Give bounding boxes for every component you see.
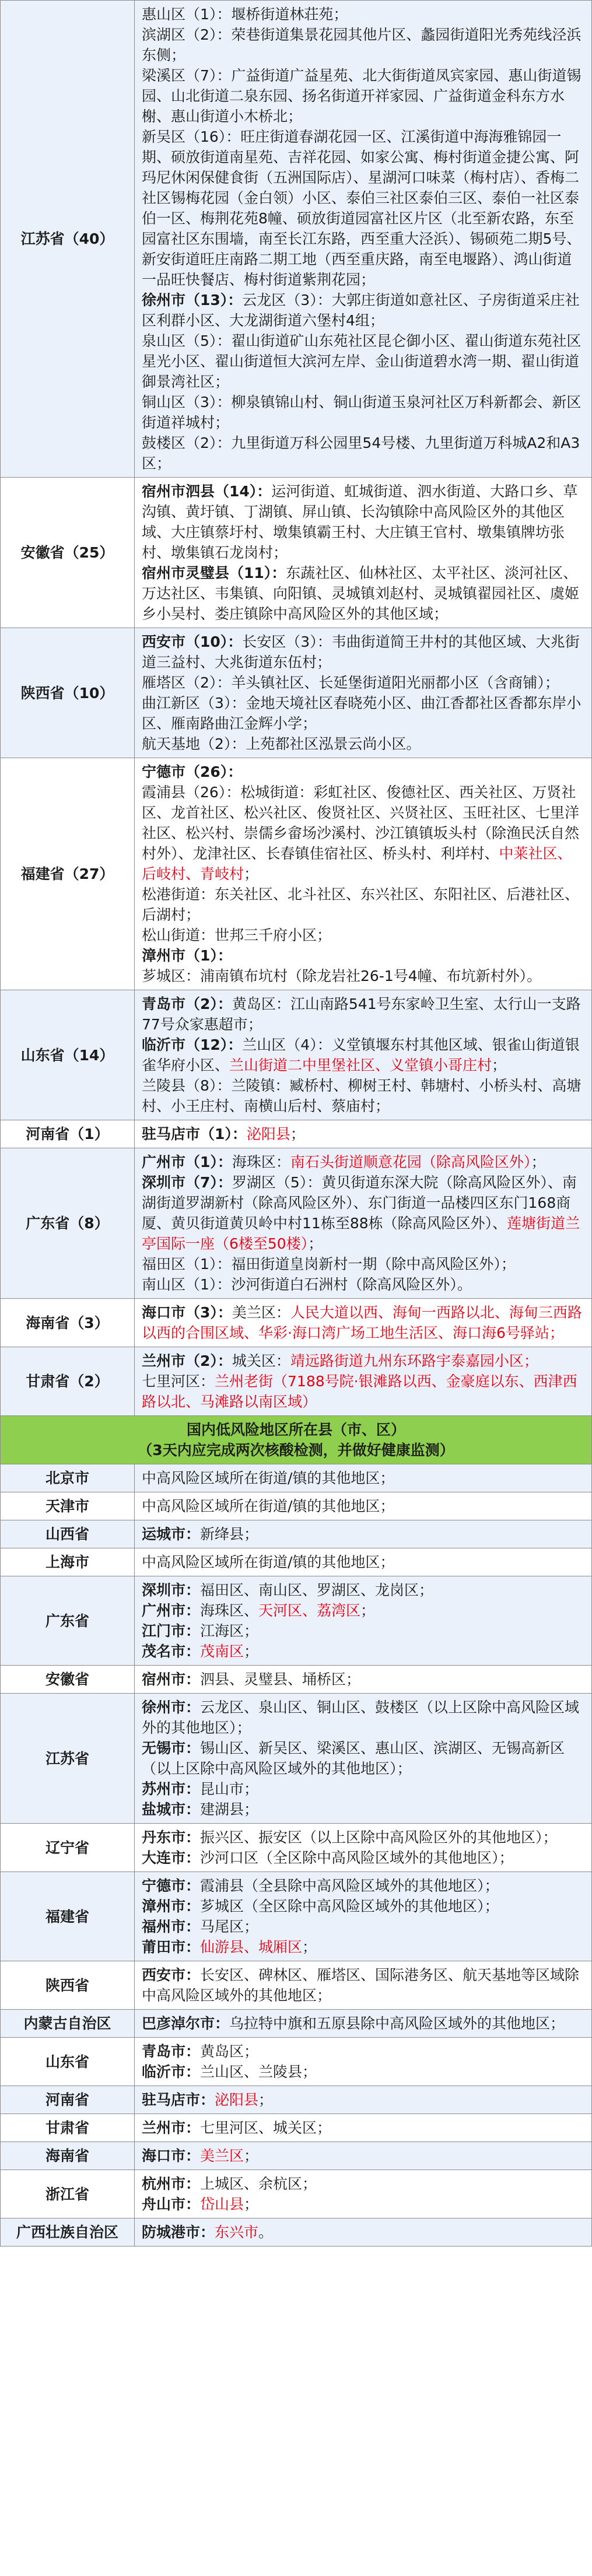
detail-line xyxy=(142,693,584,734)
highlighted-area: 兰山街道二中里堡社区、义堂镇小哥庄村 xyxy=(229,1057,492,1074)
city-label: 漳州市： xyxy=(142,1898,201,1915)
city-label: 巴彦淖尔市： xyxy=(142,2015,230,2032)
low-risk-row xyxy=(1,1520,592,1548)
area-text: 云龙区、泉山区、铜山区、鼓楼区（以上区除中高风险区域外的其他地区）； xyxy=(142,1699,580,1736)
risk-area-row xyxy=(1,1,592,478)
city-label: 漳州市（1）： xyxy=(142,947,232,964)
detail-line xyxy=(142,2222,584,2242)
detail-line xyxy=(142,2062,584,2082)
detail-line xyxy=(142,1848,584,1868)
detail-line xyxy=(142,632,584,672)
city-label: 福州市： xyxy=(142,1918,201,1935)
detail-line xyxy=(142,1468,584,1488)
detail-line xyxy=(142,1621,584,1641)
region-name: 山西省 xyxy=(1,1520,135,1548)
low-risk-row xyxy=(1,2170,592,2218)
area-text: 新吴区（16）：旺庄街道春湖花园一区、江溪街道中海海雅锦园一期、硕放街道南星苑、吉祥花园、如家公寓、梅村街道金捷公寓、阿玛尼休闲保健食街（五洲国际店）、星湖河口味菜（梅村店）、香梅二社区锡梅花园（金白领）小区、泰伯三社区泰伯三区、泰伯一社区泰伯一区、梅荆花苑8幢、硕放街道园富社区片区（北至新农路，东至园富社区东围墙，南至长江东路，西至重大泾浜）、锡硕苑二期5号、新安街道旺庄南路二期工地（西至重庆路，南至电堰路）、鸿山街道一品旺快餐店、梅村街道紫荆花园； xyxy=(142,128,582,288)
region-name: 福建省 xyxy=(1,1872,135,1961)
detail-line xyxy=(142,1274,584,1295)
detail-line xyxy=(142,1302,584,1343)
city-label: 宿州市泗县（14）： xyxy=(142,483,272,500)
detail-line xyxy=(142,1641,584,1662)
detail-line xyxy=(142,884,584,925)
area-text: 黄岛区； xyxy=(200,2043,259,2060)
area-text: 云龙区（3）：大郭庄街道如意社区、子房街道采庄社区利群小区、大龙湖街道六堡村4组； xyxy=(142,292,580,329)
area-text: 中高风险区域所在街道/镇的其他地区； xyxy=(142,1554,395,1571)
city-label: 运城市： xyxy=(142,1526,201,1543)
detail-line xyxy=(142,2041,584,2062)
detail-line xyxy=(142,2194,584,2214)
region-name: 山东省（14） xyxy=(1,990,135,1120)
area-text: 鼓楼区（2）：九里街道万科公园里54号楼、九里街道万科城A2和A3区； xyxy=(142,434,580,472)
low-risk-row xyxy=(1,1548,592,1576)
city-label: 青岛市： xyxy=(142,2043,201,2060)
detail-line xyxy=(142,1669,584,1690)
area-text: ； xyxy=(531,1154,546,1170)
low-risk-row xyxy=(1,1824,592,1872)
area-text: 泗县、灵璧县、埇桥区； xyxy=(200,1671,361,1688)
area-text: 海珠区、 xyxy=(200,1602,259,1619)
highlighted-area: 靖远路街道九州东环路宇泰嘉园小区； xyxy=(290,1352,538,1369)
area-text: 梁溪区（7）：广益街道广益星苑、北大街街道凤宾家园、惠山街道锡园、山北街道二泉东园、扬名街道开祥家园、广益街道金科东方水榭、惠山街道小木桥北； xyxy=(142,67,582,125)
area-text: 黄岛区：江山南路541号东家岭卫生室、太行山一支路77号众家惠超市； xyxy=(142,996,581,1033)
city-label: 无锡市： xyxy=(142,1740,201,1757)
highlighted-area: 天河区、荔湾区 xyxy=(258,1602,361,1619)
detail-line xyxy=(142,1496,584,1516)
region-name: 河南省（1） xyxy=(1,1120,135,1148)
detail-line xyxy=(142,1937,584,1957)
area-text: ； xyxy=(308,1235,323,1252)
area-text: 美兰区： xyxy=(232,1304,290,1321)
city-label: 广州市： xyxy=(142,1602,201,1619)
region-detail xyxy=(135,1694,592,1824)
city-label: 舟山市： xyxy=(142,2196,201,2213)
region-detail xyxy=(135,1961,592,2010)
area-text: ； xyxy=(302,1939,317,1955)
city-label: 兰州市： xyxy=(142,2119,201,2136)
region-detail xyxy=(135,2010,592,2038)
region-name: 福建省（27） xyxy=(1,758,135,990)
detail-line xyxy=(142,127,584,290)
region-detail xyxy=(135,2086,592,2114)
detail-line xyxy=(142,1779,584,1799)
detail-line xyxy=(142,1172,584,1254)
area-text: 铜山区（3）：柳泉镇锦山村、铜山街道玉泉河社区万科新都会、新区街道祥城村； xyxy=(142,394,582,431)
region-detail xyxy=(135,1576,592,1666)
low-risk-section xyxy=(1,1464,592,2246)
low-risk-row xyxy=(1,1464,592,1492)
area-text: ； xyxy=(360,1602,376,1619)
city-label: 深圳市： xyxy=(142,1582,201,1599)
area-text: 沙河口区（全区除中高风险区域外的其他地区）； xyxy=(200,1849,514,1866)
city-label: 杭州市： xyxy=(142,2175,201,2192)
detail-line xyxy=(142,290,584,331)
low-risk-header-title: 国内低风险地区所在县（市、区） xyxy=(186,1421,405,1438)
low-risk-row xyxy=(1,2010,592,2038)
detail-line xyxy=(142,782,584,884)
area-text: 江海区； xyxy=(200,1622,259,1639)
detail-line xyxy=(142,734,584,754)
region-name: 浙江省 xyxy=(1,2170,135,2218)
area-text: 兰山区、兰陵县； xyxy=(200,2063,317,2080)
city-label: 盐城市： xyxy=(142,1801,201,1818)
low-risk-header-section xyxy=(1,1416,592,1464)
highlighted-area: 岱山县 xyxy=(200,2196,244,2213)
area-text: 东蔬社区、仙林社区、太平社区、淡河社区、万达社区、韦集镇、向阳镇、灵城镇刘赵村、灵城镇翟园社区、虞姬乡小吴村、娄庄镇除中高风险区外的其他区域； xyxy=(142,565,580,622)
city-label: 海口市（3）： xyxy=(142,1304,232,1321)
city-label: 广州市（1）： xyxy=(142,1154,232,1170)
detail-line xyxy=(142,1124,584,1144)
detail-line xyxy=(142,433,584,474)
region-name: 江苏省（40） xyxy=(1,1,135,478)
region-name: 海南省（3） xyxy=(1,1299,135,1347)
highlighted-area: 东兴市 xyxy=(215,2224,259,2241)
region-name: 安徽省（25） xyxy=(1,478,135,628)
region-name: 陕西省 xyxy=(1,1961,135,2010)
risk-area-row xyxy=(1,628,592,758)
area-text: 滨湖区（2）：荣巷街道集景花园其他片区、蠡园街道阳光秀苑线泾浜东侧； xyxy=(142,26,582,64)
risk-area-row xyxy=(1,1347,592,1416)
city-label: 驻马店市： xyxy=(142,2091,215,2108)
area-text: 松港街道：东关社区、北斗社区、东兴社区、东阳社区、后港社区、后湖村； xyxy=(142,886,580,923)
risk-area-row xyxy=(1,1299,592,1347)
detail-line xyxy=(142,762,584,782)
area-text: 振兴区、振安区（以上区除中高风险区外的其他地区）； xyxy=(200,1829,558,1846)
low-risk-row xyxy=(1,2218,592,2246)
detail-line xyxy=(142,65,584,127)
area-text: 城关区： xyxy=(232,1352,290,1369)
city-label: 防城港市： xyxy=(142,2224,215,2241)
region-name: 广东省 xyxy=(1,1576,135,1666)
city-label: 西安市（10）： xyxy=(142,633,243,650)
detail-line xyxy=(142,1916,584,1937)
area-text: 霞浦县（26）：松城街道：彩虹社区、俊德社区、西关社区、万贤社区、龙首社区、松兴社区、俊贤社区、兴贤社区、玉旺社区、七里洋社区、松兴村、崇儒乡畲场沙溪村、沙江镇镇坂头村（除渔民沃自然村外）、龙津社区、长春镇佳宿社区、桥头村、利垟村、 xyxy=(142,784,580,862)
detail-line xyxy=(142,1152,584,1172)
region-name: 安徽省 xyxy=(1,1666,135,1694)
region-detail xyxy=(135,2142,592,2170)
detail-line xyxy=(142,1552,584,1572)
highlighted-area: 人民大道以西、海甸一西路以北、海甸三西路以西的合围区域、华彩·海口湾广场工地生活区、海口海6号驿站； xyxy=(142,1304,582,1341)
low-risk-row xyxy=(1,1872,592,1961)
region-name: 天津市 xyxy=(1,1492,135,1520)
detail-line xyxy=(142,1876,584,1896)
city-label: 青岛市（2）： xyxy=(142,996,232,1012)
city-label: 江门市： xyxy=(142,1622,201,1639)
area-text: 。 xyxy=(258,2224,274,2241)
area-text: 惠山区（1）：堰桥街道林荘苑； xyxy=(142,6,348,23)
highlighted-area: 茂南区 xyxy=(200,1643,244,1660)
region-name: 江苏省 xyxy=(1,1694,135,1824)
region-name: 内蒙古自治区 xyxy=(1,2010,135,2038)
region-name: 山东省 xyxy=(1,2038,135,2086)
detail-line xyxy=(142,2090,584,2110)
detail-line xyxy=(142,2118,584,2138)
region-detail xyxy=(135,1520,592,1548)
region-name: 上海市 xyxy=(1,1548,135,1576)
area-text: 福田区、南山区、罗湖区、龙岗区； xyxy=(200,1582,434,1599)
city-label: 莆田市： xyxy=(142,1939,201,1955)
area-text: 兰山区（4）：义堂镇堰东村其他区域、银雀山街道银雀华府小区、 xyxy=(142,1036,580,1074)
region-detail xyxy=(135,1666,592,1694)
detail-line xyxy=(142,1799,584,1820)
detail-line xyxy=(142,1075,584,1116)
highlighted-area: 兰州老街（7188号院·银滩路以西、金豪庭以东、西津西路以北、马滩路以南区域） xyxy=(142,1373,577,1410)
city-label: 海口市： xyxy=(142,2147,201,2164)
region-name: 河南省 xyxy=(1,2086,135,2114)
area-text: 建湖县； xyxy=(200,1801,259,1818)
city-label: 徐州市（13）： xyxy=(142,292,243,309)
city-label: 宿州市： xyxy=(142,1671,201,1688)
detail-line xyxy=(142,1524,584,1544)
low-risk-row xyxy=(1,1961,592,2010)
area-text: 锡山区、新吴区、梁溪区、惠山区、滨湖区、无锡高新区（以上区除中高风险区域外的其他地区）； xyxy=(142,1740,565,1777)
area-text: 中高风险区域所在街道/镇的其他地区； xyxy=(142,1470,395,1487)
city-label: 宿州市灵璧县（11）： xyxy=(142,565,286,581)
risk-area-row xyxy=(1,758,592,990)
region-detail xyxy=(135,1492,592,1520)
detail-line xyxy=(142,1035,584,1075)
area-text: 长安区、碑林区、雁塔区、国际港务区、航天基地等区域除中高风险区域外的其他地区； xyxy=(142,1967,580,2004)
area-text: 雁塔区（2）：羊头镇社区、长延堡街道阳光丽都小区（含商铺）； xyxy=(142,674,559,691)
detail-line xyxy=(142,672,584,693)
region-detail xyxy=(135,1148,592,1299)
area-text: 兰陵县（8）：兰陵镇：臧桥村、柳树王村、韩塘村、小桥头村、高塘村、小王庄村、南横山后村、蔡庙村； xyxy=(142,1077,582,1114)
low-risk-row xyxy=(1,1694,592,1824)
area-text: 长安区（3）：韦曲街道简王井村的其他区域、大兆街道三益村、大兆街道东伍村； xyxy=(142,633,580,671)
area-text: 松山街道：世邦三千府小区； xyxy=(142,927,332,944)
region-detail xyxy=(135,1824,592,1872)
area-text: 航天基地（2）：上苑都社区泓景云尚小区。 xyxy=(142,735,421,752)
detail-line xyxy=(142,4,584,24)
area-text: 芗城区：浦南镇布坑村（除龙岩社26-1号4幢、布坑新村外）。 xyxy=(142,968,542,984)
low-risk-row xyxy=(1,2086,592,2114)
region-name: 海南省 xyxy=(1,2142,135,2170)
low-risk-header-subtitle: （3天内应完成两次核酸检测，并做好健康监测） xyxy=(138,1442,454,1459)
city-label: 西安市： xyxy=(142,1967,201,1983)
region-name: 北京市 xyxy=(1,1464,135,1492)
detail-line xyxy=(142,1371,584,1412)
detail-line xyxy=(142,945,584,966)
city-label: 驻马店市（1）： xyxy=(142,1126,247,1142)
risk-area-row xyxy=(1,478,592,628)
region-detail xyxy=(135,2038,592,2086)
region-detail xyxy=(135,2114,592,2142)
low-risk-row xyxy=(1,2142,592,2170)
medium-high-risk-section xyxy=(1,1,592,1416)
area-text: 昆山市； xyxy=(200,1781,259,1797)
highlighted-area: 泌阳县 xyxy=(246,1126,290,1142)
region-detail xyxy=(135,1,592,478)
region-detail xyxy=(135,1872,592,1961)
region-detail xyxy=(135,478,592,628)
region-name: 辽宁省 xyxy=(1,1824,135,1872)
area-text: 七里河区： xyxy=(142,1373,215,1390)
area-text: ； xyxy=(258,2091,274,2108)
area-text: 上城区、余杭区； xyxy=(200,2175,317,2192)
highlighted-area: 美兰区 xyxy=(200,2147,244,2164)
area-text: ； xyxy=(244,2196,259,2213)
highlighted-area: 中莱社区、后岐村、青岐村 xyxy=(142,845,572,882)
area-text: ； xyxy=(290,1126,305,1142)
detail-line xyxy=(142,1965,584,2006)
area-text: 七里河区、城关区； xyxy=(200,2119,332,2136)
region-detail xyxy=(135,1299,592,1347)
area-text: 芗城区（全区除中高风险区域外的其他地区）； xyxy=(200,1898,499,1915)
area-text: 南山区（1）：沙河街道白石洲村（除高风险区外）。 xyxy=(142,1276,472,1293)
city-label: 徐州市： xyxy=(142,1699,201,1716)
low-risk-header-row xyxy=(1,1416,592,1464)
low-risk-row xyxy=(1,1492,592,1520)
detail-line xyxy=(142,481,584,563)
region-name: 陕西省（10） xyxy=(1,628,135,758)
detail-line xyxy=(142,2146,584,2166)
area-text: 新绛县； xyxy=(200,1526,259,1543)
area-text: ； xyxy=(492,1057,507,1074)
area-text: ； xyxy=(244,1643,259,1660)
low-risk-row xyxy=(1,1576,592,1666)
city-label: 兰州市（2）： xyxy=(142,1352,232,1369)
low-risk-row xyxy=(1,2114,592,2142)
region-name: 甘肃省 xyxy=(1,2114,135,2142)
low-risk-header-cell xyxy=(1,1416,592,1464)
highlighted-area: 莲塘街道兰亭国际一座（6楼至50楼） xyxy=(142,1215,580,1252)
risk-area-row xyxy=(1,1148,592,1299)
area-text: 马尾区； xyxy=(200,1918,259,1935)
area-text: ； xyxy=(244,2147,259,2164)
area-text: 曲江新区（3）：金地天境社区春晓苑小区、曲江香都社区香都东岸小区、雁南路曲江金辉小学； xyxy=(142,695,582,732)
region-detail xyxy=(135,758,592,990)
city-label: 宁德市： xyxy=(142,1877,201,1894)
detail-line xyxy=(142,925,584,945)
low-risk-row xyxy=(1,1666,592,1694)
region-detail xyxy=(135,990,592,1120)
region-detail xyxy=(135,1464,592,1492)
area-text: 罗湖区（5）：黄贝街道东深大院（除高风险区外）、南湖街道罗湖新村（除高风险区外）、东门街道一品楼四区东门168商厦、黄贝街道黄贝岭中村11栋至88栋（除高风险区外）、 xyxy=(142,1174,577,1232)
detail-line xyxy=(142,1580,584,1600)
region-name: 甘肃省（2） xyxy=(1,1347,135,1416)
region-detail xyxy=(135,2218,592,2246)
area-text: 霞浦县（全县除中高风险区域外的其他地区）； xyxy=(200,1877,499,1894)
region-detail xyxy=(135,2170,592,2218)
risk-area-row xyxy=(1,990,592,1120)
detail-line xyxy=(142,2013,584,2034)
area-text: ； xyxy=(244,865,259,882)
risk-area-row xyxy=(1,1120,592,1148)
detail-line xyxy=(142,1896,584,1916)
area-text: 乌拉特中旗和五原县除中高风险区域外的其他地区； xyxy=(229,2015,565,2032)
detail-line xyxy=(142,24,584,65)
city-label: 丹东市： xyxy=(142,1829,201,1846)
detail-line xyxy=(142,1827,584,1848)
detail-line xyxy=(142,331,584,392)
city-label: 临沂市： xyxy=(142,2063,201,2080)
detail-line xyxy=(142,1738,584,1779)
region-detail xyxy=(135,1548,592,1576)
detail-line xyxy=(142,1351,584,1371)
highlighted-area: 仙游县、城厢区 xyxy=(200,1939,303,1955)
city-label: 苏州市： xyxy=(142,1781,201,1797)
region-detail xyxy=(135,1347,592,1416)
city-label: 宁德市（26）： xyxy=(142,763,243,780)
detail-line xyxy=(142,994,584,1035)
city-label: 临沂市（12）： xyxy=(142,1036,243,1053)
city-label: 深圳市（7）： xyxy=(142,1174,232,1191)
detail-line xyxy=(142,966,584,986)
region-name: 广西壮族自治区 xyxy=(1,2218,135,2246)
detail-line xyxy=(142,1600,584,1621)
area-text: 运河街道、虹城街道、泗水街道、大路口乡、草沟镇、黄圩镇、丁湖镇、屏山镇、长沟镇除中高风险区外的其他区域、大庄镇蔡圩村、墩集镇霸王村、大庄镇王官村、墩集镇牌坊张村、墩集镇石龙岗村； xyxy=(142,483,578,561)
highlighted-area: 泌阳县 xyxy=(215,2091,259,2108)
area-text: 海珠区： xyxy=(232,1154,290,1170)
area-text: 福田区（1）：福田街道皇岗新村一期（除中高风险区外）； xyxy=(142,1256,516,1273)
area-text: 泉山区（5）：翟山街道矿山东苑社区昆仑御小区、翟山街道东苑社区星光小区、翟山街道恒大滨河左岸、金山街道碧水湾一期、翟山街道御景湾社区； xyxy=(142,332,582,390)
low-risk-row xyxy=(1,2038,592,2086)
city-label: 茂名市： xyxy=(142,1643,201,1660)
region-name: 广东省（8） xyxy=(1,1148,135,1299)
detail-line xyxy=(142,1254,584,1274)
detail-line xyxy=(142,392,584,433)
region-detail xyxy=(135,628,592,758)
area-text: 中高风险区域所在街道/镇的其他地区； xyxy=(142,1498,395,1515)
detail-line xyxy=(142,1697,584,1738)
detail-line xyxy=(142,2174,584,2194)
city-label: 大连市： xyxy=(142,1849,201,1866)
detail-line xyxy=(142,563,584,624)
highlighted-area: 南石头街道顺意花园（除高风险区外） xyxy=(290,1154,531,1170)
region-detail xyxy=(135,1120,592,1148)
